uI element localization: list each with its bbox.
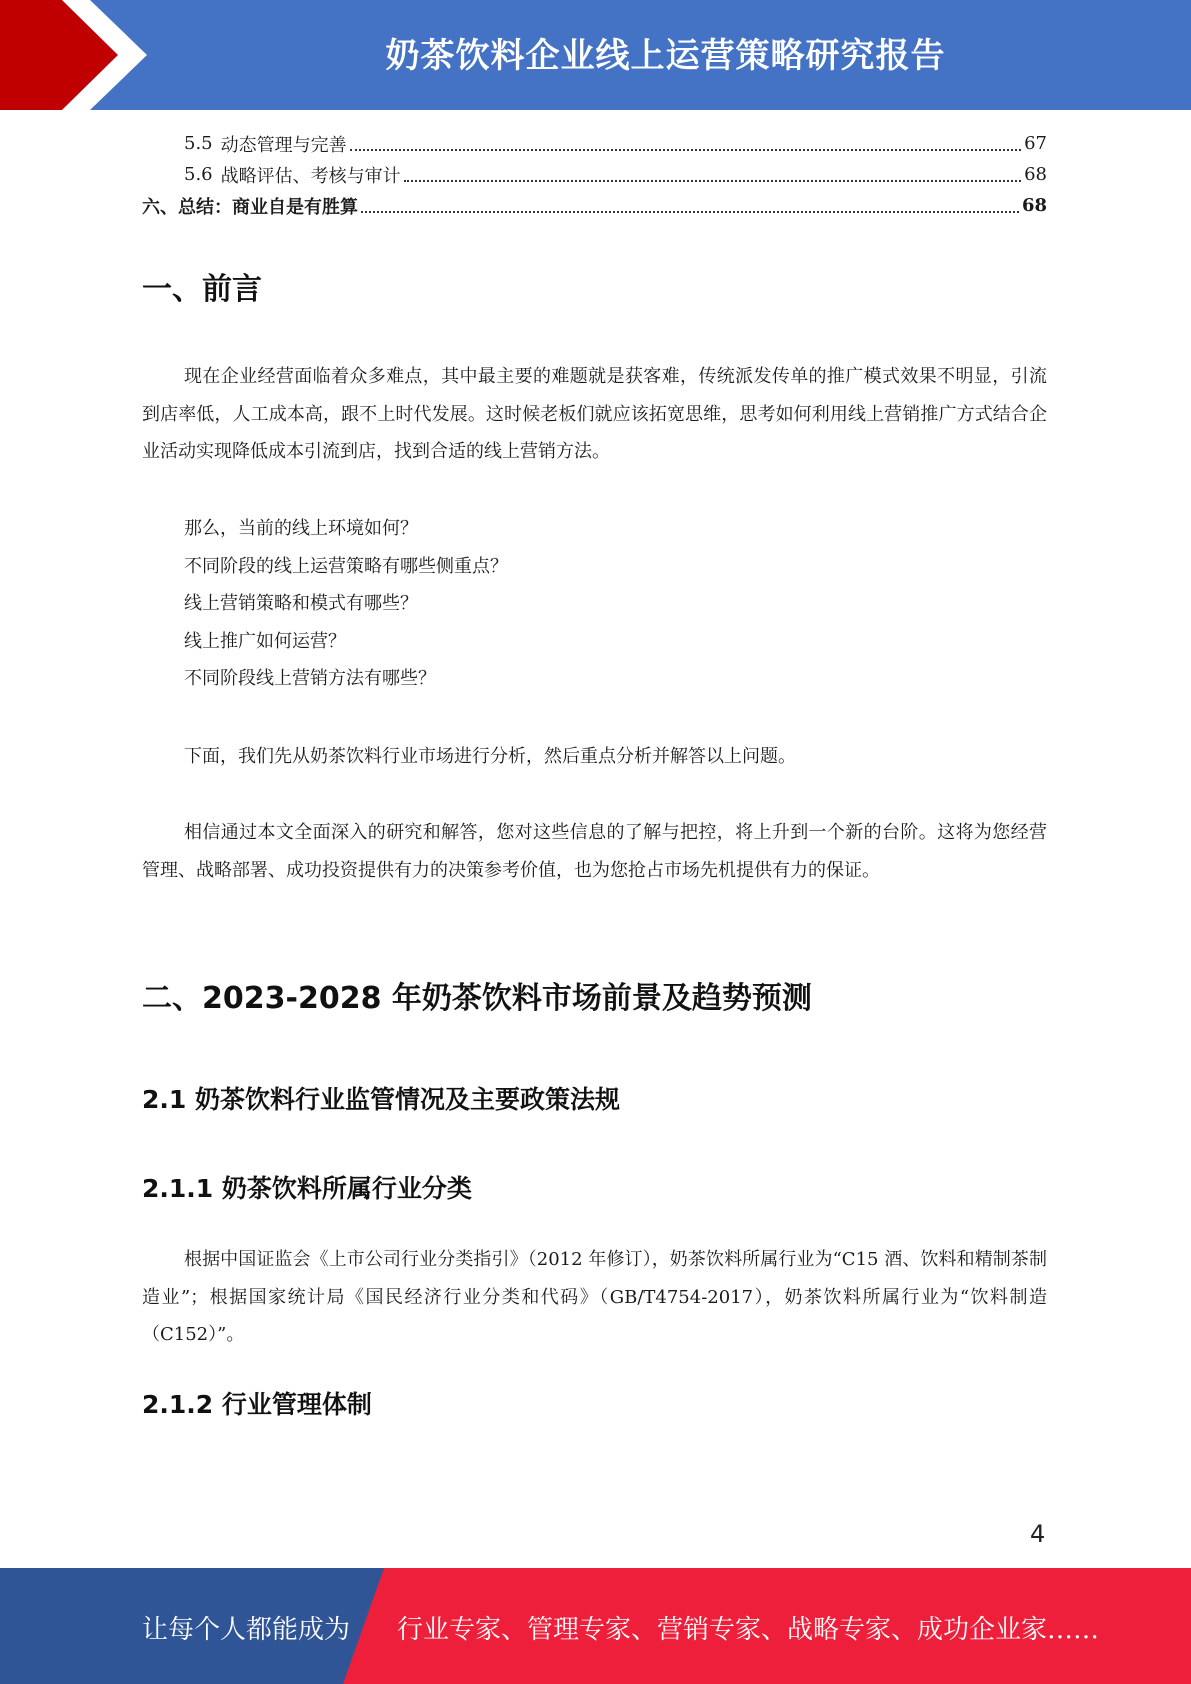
table-of-contents — [142, 128, 1047, 221]
section-heading: 一、前言 — [142, 272, 262, 307]
paragraph: 现在企业经营面临着众多难点，其中最主要的难题就是获客难，传统派发传单的推广模式效果不明显，引流到店率低，人工成本高，跟不上时代发展。这时候老板们就应该拓宽思维，思考如何利用线上营销推广方式结合企业活动实现降低成本引流到店，找到合适的线上营销方法。 — [142, 366, 1047, 462]
question-item: 不同阶段的线上运营策略有哪些侧重点？ — [184, 555, 508, 577]
section-heading: 二、2023-2028 年奶茶饮料市场前景及趋势预测 — [142, 981, 812, 1016]
toc-entry-number: 5.6 — [184, 164, 213, 185]
paragraph: 相信通过本文全面深入的研究和解答，您对这些信息的了解与把控，将上升到一个新的台阶。这将为您经营管理、战略部署、成功投资提供有力的决策参考价值，也为您抢占市场先机提供有力的保证。 — [142, 822, 1047, 881]
toc-entry-title: 动态管理与完善 — [220, 134, 347, 156]
question-list — [142, 510, 1047, 698]
toc-entry-title: 六、总结：商业自是有胜算 — [142, 196, 358, 218]
toc-entry-page: 68 — [1021, 195, 1047, 216]
preface-paragraph-1 — [142, 358, 1047, 471]
preface-paragraph-2 — [142, 738, 1047, 776]
subsection-heading: 2.1.1 奶茶饮料所属行业分类 — [142, 1174, 472, 1203]
report-title: 奶茶饮料企业线上运营策略研究报告 — [385, 36, 946, 76]
page-footer — [0, 1568, 1191, 1684]
toc-entry[interactable] — [142, 190, 1047, 221]
toc-entry-number: 5.5 — [184, 133, 213, 154]
toc-entry[interactable] — [142, 128, 1047, 159]
section-preface — [142, 264, 1047, 308]
section-market-outlook — [142, 973, 1047, 1017]
subsection-2-1-2 — [142, 1385, 1047, 1421]
industry-classification-paragraph — [142, 1241, 1047, 1354]
subsection-2-1-1 — [142, 1169, 1047, 1205]
toc-leader-dots — [361, 211, 1019, 213]
page-content — [142, 128, 1047, 221]
toc-entry-title: 战略评估、考核与审计 — [220, 165, 401, 187]
paragraph: 根据中国证监会《上市公司行业分类指引》（2012 年修订），奶茶饮料所属行业为“C15 酒、饮料和精制茶制造业”；根据国家统计局《国民经济行业分类和代码》（GB/T4754-2017），奶茶饮料所属行业为“饮料制造（C152）”。 — [142, 1249, 1047, 1345]
toc-entry-page: 68 — [1024, 164, 1047, 185]
footer-slogan-left: 让每个人都能成为 — [142, 1615, 351, 1645]
question-item: 那么，当前的线上环境如何？ — [184, 518, 418, 539]
subsection-2-1 — [142, 1080, 1047, 1116]
toc-entry[interactable] — [142, 159, 1047, 190]
subsection-heading: 2.1.2 行业管理体制 — [142, 1390, 372, 1419]
question-item: 不同阶段线上营销方法有哪些？ — [184, 668, 436, 689]
question-item: 线上推广如何运营？ — [184, 630, 346, 652]
subsection-heading: 2.1 奶茶饮料行业监管情况及主要政策法规 — [142, 1085, 620, 1114]
paragraph: 下面，我们先从奶茶饮料行业市场进行分析，然后重点分析并解答以上问题。 — [184, 746, 796, 767]
toc-entry-page: 67 — [1024, 133, 1047, 154]
footer-slogan-right: 行业专家、管理专家、营销专家、战略专家、成功企业家…… — [397, 1615, 1100, 1645]
page-header — [0, 0, 1191, 110]
toc-leader-dots — [404, 180, 1021, 182]
question-item: 线上营销策略和模式有哪些？ — [184, 593, 418, 614]
page-number: 4 — [1030, 1520, 1046, 1548]
preface-paragraph-3 — [142, 814, 1047, 889]
toc-leader-dots — [350, 149, 1021, 151]
